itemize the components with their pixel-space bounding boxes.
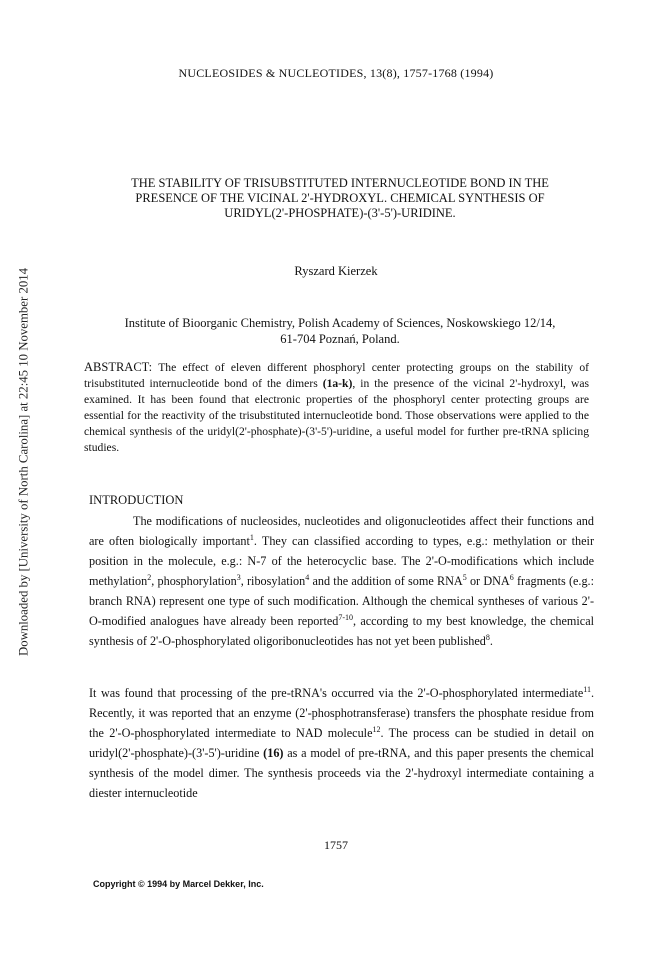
title-line-3: URIDYL(2'-PHOSPHATE)-(3'-5')-URIDINE. [224, 206, 456, 220]
para1-text: and the addition of some RNA [309, 574, 463, 588]
abstract-label: ABSTRACT: [84, 360, 153, 374]
journal-header: NUCLEOSIDES & NUCLEOTIDES, 13(8), 1757-1768 (1994) [178, 66, 494, 80]
citation-ref: 7-10 [338, 612, 354, 622]
affiliation-line-2: 61-704 Poznań, Poland. [280, 332, 400, 346]
abstract [84, 359, 589, 456]
title-line-1: THE STABILITY OF TRISUBSTITUTED INTERNUCLEOTIDE BOND IN THE [131, 176, 549, 190]
citation-ref: 5 [462, 572, 467, 582]
citation-ref: 4 [305, 572, 310, 582]
citation-ref: 3 [236, 572, 241, 582]
introduction-paragraph-2 [89, 683, 594, 803]
compound-ref: (16) [263, 746, 284, 760]
paper-title [80, 176, 600, 221]
download-watermark [14, 252, 34, 672]
section-heading-introduction: INTRODUCTION [89, 493, 184, 507]
citation-ref: 1 [249, 532, 254, 542]
affiliation [80, 315, 600, 347]
abstract-text-2: , in the presence of the vicinal 2'-hydroxyl, was examined. It has been found that electronic properties of the phosphoryl center protecting groups are essential for the reactivity of the trisubstituted internucleotide bond. Those observations were applied to the chemical synthesis of the uridyl(2'-phosphate)-(3'-5')-uridine, a useful model for further pre-tRNA splicing studies. [84, 377, 589, 454]
citation-ref: 6 [509, 572, 514, 582]
abstract-text-1: The effect of eleven different phosphoryl center protecting groups on the stability of trisubstituted internucleotide bond of the dimers [84, 361, 589, 390]
para1-text: The modifications of nucleosides, nucleotides and oligonucleotides affect their functions and are often biologically important [89, 514, 594, 548]
para1-text: . They can classified according to types, e.g.: methylation or their position in the molecule, e.g.: N-7 of the heterocyclic base. The 2'-O-modifications which include methylation [89, 534, 595, 588]
citation-ref: 11 [583, 684, 591, 694]
para1-text: , phosphorylation [151, 574, 237, 588]
author-name: Ryszard Kierzek [294, 264, 378, 278]
para2-text: It was found that processing of the pre-tRNA's occurred via the 2'-O-phosphorylated intermediate [89, 686, 584, 700]
para1-text: or DNA [466, 574, 510, 588]
copyright-notice: Copyright © 1994 by Marcel Dekker, Inc. [93, 879, 264, 889]
para1-text: , according to my best knowledge, the chemical synthesis of 2'-O-phosphorylated oligoribonucleotides has not yet been published [89, 614, 594, 648]
para1-text: fragments (e.g.: branch RNA) represent one type of such modification. Although the chemical syntheses of various 2'-O-modified analogues have already been reported [89, 574, 594, 628]
para2-text: . Recently, it was reported that an enzyme (2'-phosphotransferase) transfers the phosphate residue from the 2'-O-phosphorylated intermediate to NAD molecule [89, 686, 594, 740]
citation-ref: 2 [147, 572, 152, 582]
para2-text: as a model of pre-tRNA, and this paper presents the chemical synthesis of the model dimer. The synthesis proceeds via the 2'-hydroxyl intermediate containing a diester internucleotide [89, 746, 595, 800]
title-line-2: PRESENCE OF THE VICINAL 2'-HYDROXYL. CHEMICAL SYNTHESIS OF [135, 191, 545, 205]
para2-text: . The process can be studied in detail on uridyl(2'-phosphate)-(3'-5')-uridine [89, 726, 595, 760]
citation-ref: 12 [372, 724, 381, 734]
para1-text: . [489, 634, 493, 648]
citation-ref: 8 [485, 632, 490, 642]
page-number: 1757 [324, 838, 348, 852]
watermark-text: Downloaded by [University of North Carolina] at 22:45 10 November 2014 [16, 267, 31, 657]
para1-text: , ribosylation [240, 574, 306, 588]
abstract-compounds: (1a-k) [322, 377, 353, 390]
affiliation-line-1: Institute of Bioorganic Chemistry, Polish Academy of Sciences, Noskowskiego 12/14, [124, 316, 556, 330]
introduction-paragraph-1 [89, 511, 594, 651]
